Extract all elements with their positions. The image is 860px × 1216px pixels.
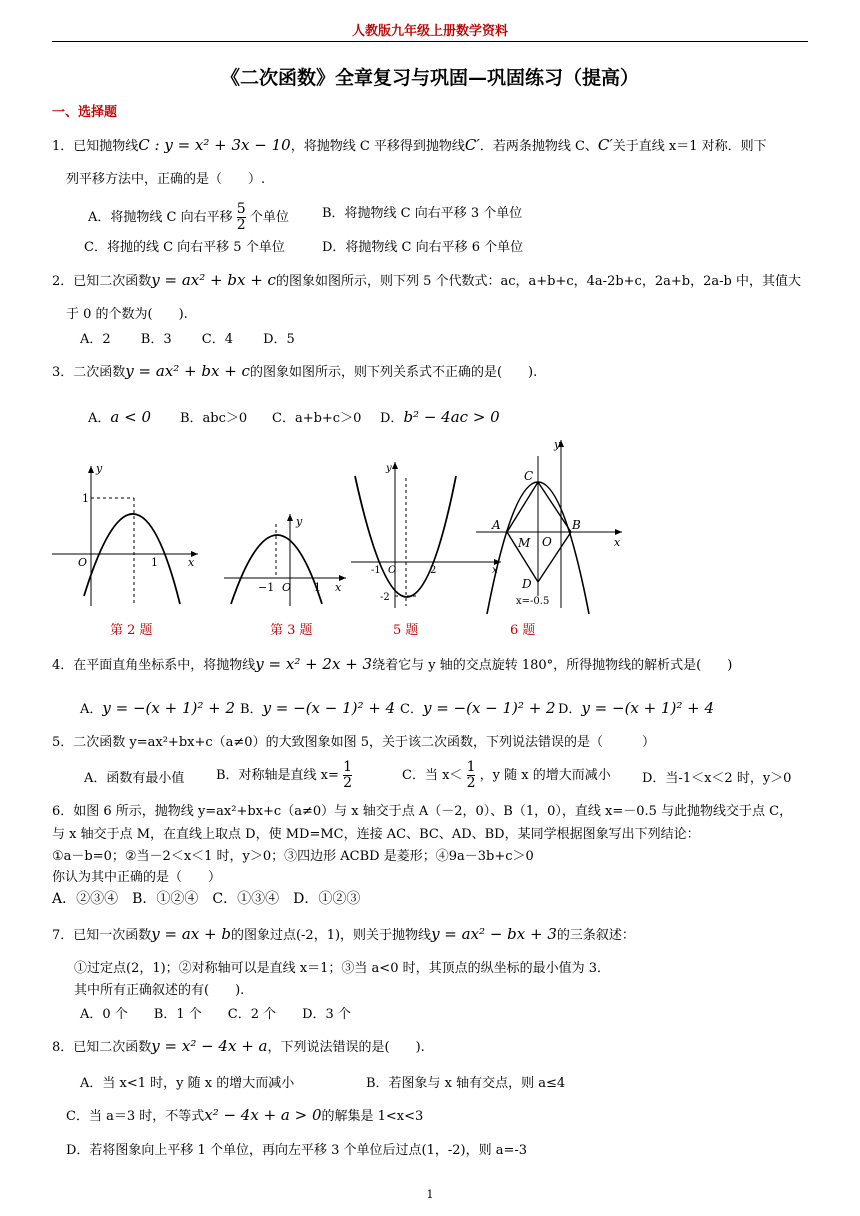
figure-6-point-d: D xyxy=(522,577,532,591)
question-7-line-1: 7．已知一次函数y = ax + b的图象过点(-2，1)，则关于抛物线y = ax² − bx + 3的三条叙述： xyxy=(52,925,635,943)
figure-3-tick-1: 1 xyxy=(314,581,321,594)
page-title: 《二次函数》全章复习与巩固—巩固练习（提高） xyxy=(220,67,639,89)
document-header: 人教版九年级上册数学资料 xyxy=(351,24,508,39)
figure-2-x-tick-1: 1 xyxy=(151,556,158,569)
question-1-option-b: B．将抛物线 C 向右平移 3 个单位 xyxy=(322,206,523,221)
question-4-option-b: B．y = −(x − 1)² + 4 xyxy=(240,699,396,717)
question-4-option-a: A．y = −(x + 1)² + 2 xyxy=(80,699,236,717)
figure-3-caption: 第 3 题 xyxy=(270,623,313,638)
question-6-line-3: ①a－b=0；②当－2＜x＜1 时，y＞0；③四边形 ACBD 是菱形；④9a－3b+c＞0 xyxy=(52,849,534,864)
question-3-option-c: C．a+b+c＞0 xyxy=(272,411,362,426)
question-7-options: A．0 个 B．1 个 C．2 个 D．3 个 xyxy=(80,1007,351,1022)
question-8-option-a: A．当 x<1 时，y 随 x 的增大而减小 xyxy=(80,1076,295,1091)
question-8-option-c: C．当 a＝3 时，不等式x² − 4x + a > 0的解集是 1<x<3 xyxy=(66,1106,424,1124)
figure-5-tick-2: 2 xyxy=(430,565,437,576)
question-4-option-d: D．y = −(x + 1)² + 4 xyxy=(558,699,715,717)
question-1-line-1: 1．已知抛物线C : y = x² + 3x − 10，将抛物线 C 平移得到抛物线C′．若两条抛物线 C、C′关于直线 x＝1 对称．则下 xyxy=(52,136,767,154)
figure-6-point-c: C xyxy=(524,469,534,483)
question-5-option-c: C．当 x＜ $\frac{1}{2}$ ，y 随 x 的增大而减小 xyxy=(402,759,611,791)
question-8-option-b: B．若图象与 x 轴有交点，则 a≤4 xyxy=(366,1076,566,1091)
figure-6-graph xyxy=(476,438,622,614)
figure-2-caption: 第 2 题 xyxy=(110,623,153,638)
figure-6-y-label: y xyxy=(554,438,561,451)
figure-6-point-m: M xyxy=(518,536,531,550)
figure-5-tick-minus-2: -2 xyxy=(380,592,390,603)
question-3-line-1: 3．二次函数y = ax² + bx + c的图象如图所示，则下列关系式不正确的是( ). xyxy=(52,362,538,380)
figure-6-point-b: B xyxy=(572,518,581,532)
question-5-line-1: 5．二次函数 y=ax²+bx+c（a≠0）的大致图象如图 5，关于该二次函数，下列说法错误的是（ ） xyxy=(52,735,655,750)
figure-5-x-label: x xyxy=(492,565,498,576)
figure-3-origin-label: O xyxy=(282,581,292,594)
figure-2-origin-label: O xyxy=(78,556,88,569)
question-6-line-1: 6．如图 6 所示，抛物线 y=ax²+bx+c（a≠0）与 x 轴交于点 A（－2，0）、B（1，0），直线 x=－0.5 与此抛物线交于点 C， xyxy=(52,804,793,819)
question-1-line-2: 列平移方法中，正确的是（ ）. xyxy=(66,172,266,187)
question-6-line-4: 你认为其中正确的是（ ） xyxy=(52,870,222,885)
question-8-option-d: D．若将图象向上平移 1 个单位，再向左平移 3 个单位后过点(1，-2)，则 a=-3 xyxy=(66,1143,528,1158)
figure-5-origin-label: O xyxy=(388,565,397,576)
figure-6-caption: 6 题 xyxy=(510,623,536,638)
question-6-line-2: 与 x 轴交于点 M，在直线上取点 D，使 MD=MC，连接 AC、BC、AD、BD，某同学根据图象写出下列结论： xyxy=(52,827,700,842)
figure-6-line-label: x=-0.5 xyxy=(516,596,550,607)
figure-2-graph xyxy=(52,462,198,606)
section-heading: 一、选择题 xyxy=(52,105,118,120)
question-7-line-2: ①过定点(2，1)；②对称轴可以是直线 x＝1；③当 a<0 时，其顶点的纵坐标的最小值为 3． xyxy=(74,961,611,976)
page-number: 1 xyxy=(426,1188,434,1201)
figure-5-y-label: y xyxy=(386,463,392,474)
question-3-option-d: D．b² − 4ac > 0 xyxy=(380,408,500,426)
question-1-option-d: D．将抛物线 C 向右平移 6 个单位 xyxy=(322,240,524,255)
question-7-line-3: 其中所有正确叙述的有( ). xyxy=(74,983,245,998)
figure-5-tick-minus-1: -1 xyxy=(371,565,381,576)
question-3-option-b: B．abc＞0 xyxy=(180,411,248,426)
figure-3-graph xyxy=(224,514,346,606)
question-2-line-2: 于 0 的个数为( ). xyxy=(66,307,188,322)
figure-6-point-a: A xyxy=(492,518,501,532)
question-4-option-c: C．y = −(x − 1)² + 2 xyxy=(400,699,556,717)
figure-6-x-label: x xyxy=(614,536,621,549)
question-2-options: A．2 B．3 C．4 D．5 xyxy=(80,332,295,347)
figure-2-x-label: x xyxy=(188,556,195,569)
question-5-option-d: D．当-1＜x＜2 时，y＞0 xyxy=(642,771,792,786)
question-5-option-b: B．对称轴是直线 x= $\frac{1}{2}$ xyxy=(216,759,352,791)
question-8-line-1: 8．已知二次函数y = x² − 4x + a，下列说法错误的是( ). xyxy=(52,1037,425,1055)
figure-5-graph xyxy=(351,462,501,608)
figure-2-y-label: y xyxy=(96,462,103,475)
question-6-options: A．②③④ B．①②④ C．①③④ D．①②③ xyxy=(52,891,361,907)
question-4-line-1: 4．在平面直角坐标系中，将抛物线y = x² + 2x + 3绕着它与 y 轴的交点旋转 180°，所得抛物线的解析式是( ) xyxy=(52,655,733,673)
figure-5-caption: 5 题 xyxy=(393,623,419,638)
question-1-option-a: A．将抛物线 C 向右平移 $\frac{5}{2}$ 个单位 xyxy=(88,201,289,233)
question-2-line-1: 2．已知二次函数y = ax² + bx + c的图象如图所示，则下列 5 个代数式：ac，a+b+c，4a-2b+c，2a+b，2a-b 中，其值大 xyxy=(52,271,801,289)
figure-2-tick-1: 1 xyxy=(82,492,89,505)
question-1-option-c: C．将抛的线 C 向右平移 5 个单位 xyxy=(84,240,285,255)
question-3-option-a: A．a < 0 xyxy=(88,408,151,426)
figure-3-x-label: x xyxy=(335,581,342,594)
header-rule xyxy=(52,41,808,42)
figure-3-tick-minus-1: −1 xyxy=(258,581,275,594)
figure-6-origin-label: O xyxy=(542,535,552,549)
figures-strip xyxy=(46,436,826,616)
question-5-option-a: A．函数有最小值 xyxy=(84,771,185,786)
figure-3-y-label: y xyxy=(296,515,303,528)
